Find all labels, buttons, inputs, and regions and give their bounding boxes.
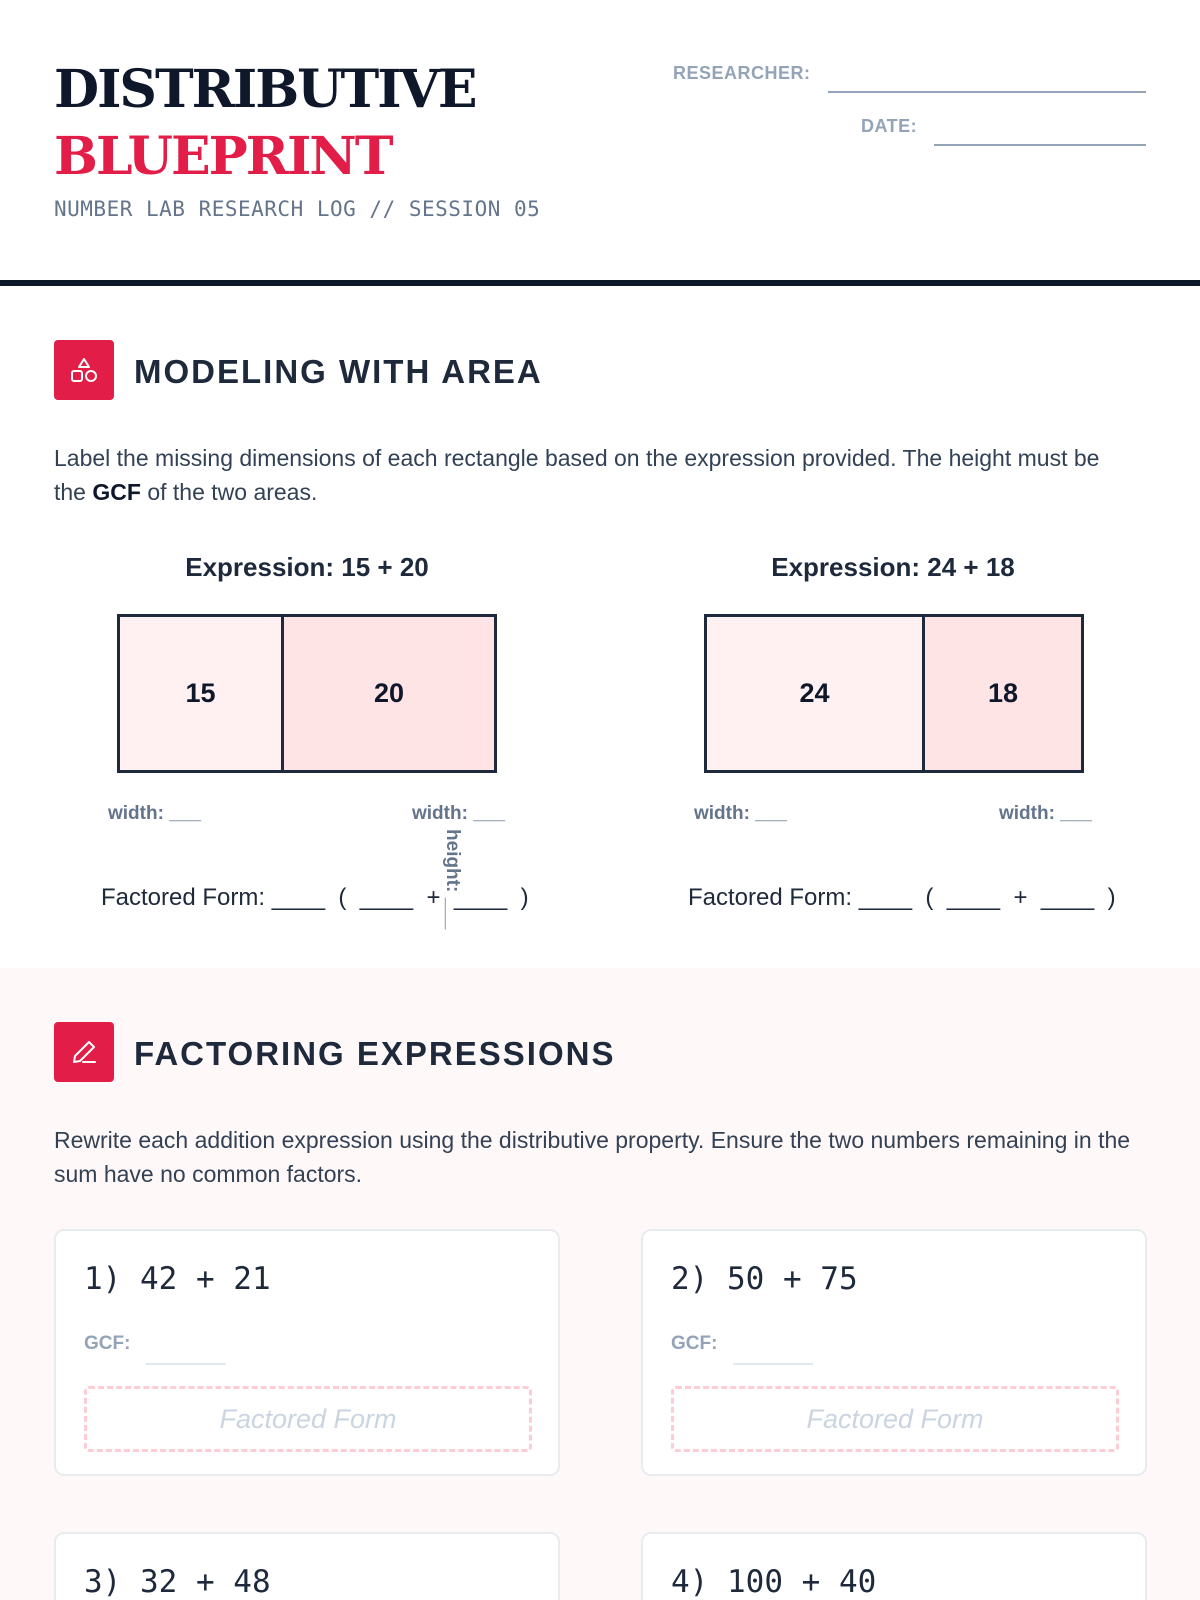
title-line-1: DISTRIBUTIVE [54,59,476,120]
factored-form-line: Factored Form: ____ ( ____ + ____ ) [688,884,1116,911]
date-label: DATE: [861,116,918,136]
section-title-modeling: MODELING WITH AREA [134,353,543,390]
subtitle: NUMBER LAB RESEARCH LOG // SESSION 05 [54,197,541,221]
gcf-label: GCF: [671,1333,718,1354]
researcher-field[interactable] [828,91,1146,93]
instructions-emphasis: GCF [92,479,141,505]
section-title-factoring: FACTORING EXPRESSIONS [134,1035,616,1072]
factored-form-line: Factored Form: ____ ( ____ + ____ ) [101,884,529,911]
expression-title: Expression: 24 + 18 [771,552,1015,582]
instructions-text-end: of the two areas. [140,479,318,505]
problem-expression: 1) 42 + 21 [84,1261,271,1297]
title-line-2: BLUEPRINT [54,126,392,187]
area-cell: 24 [707,617,922,770]
problem-expression: 4) 100 + 40 [671,1564,877,1600]
instructions-text: Label the missing dimensions of each rectangle based on the expression provided. The height must be the [54,445,1100,505]
gcf-answer-field[interactable] [733,1363,813,1365]
date-field[interactable] [934,144,1146,146]
problem-card [641,1229,1147,1476]
section-instructions-factoring: Rewrite each addition expression using the distributive property. Ensure the two numbers remaining in the sum have no common factors. [54,1127,1131,1187]
gcf-label: GCF: [84,1333,131,1354]
width-label-left: width: ___ [694,803,787,824]
width-label-left: width: ___ [108,803,201,824]
problem-card [54,1229,560,1476]
area-model-rectangle [704,614,1084,773]
problem-card [641,1532,1147,1600]
area-cell: 20 [281,617,494,770]
area-cell: 15 [120,617,281,770]
expression-title: Expression: 15 + 20 [185,552,429,582]
problem-card [54,1532,560,1600]
researcher-label: RESEARCHER: [673,63,811,83]
shapes-icon [54,340,114,400]
section-instructions-modeling [54,441,1134,509]
problem-expression: 3) 32 + 48 [84,1564,271,1600]
factored-form-field[interactable]: Factored Form [84,1386,532,1452]
pencil-icon [54,1022,114,1082]
area-model-rectangle [117,614,497,773]
worksheet-header [0,0,1200,285]
factored-form-field[interactable]: Factored Form [671,1386,1119,1452]
problem-expression: 2) 50 + 75 [671,1261,858,1297]
width-label-right: width: ___ [999,803,1092,824]
header-divider [0,280,1200,286]
height-label: height: ___ [442,829,463,930]
gcf-answer-field[interactable] [146,1363,226,1365]
width-label-right: width: ___ [412,803,505,824]
area-cell: 18 [922,617,1081,770]
